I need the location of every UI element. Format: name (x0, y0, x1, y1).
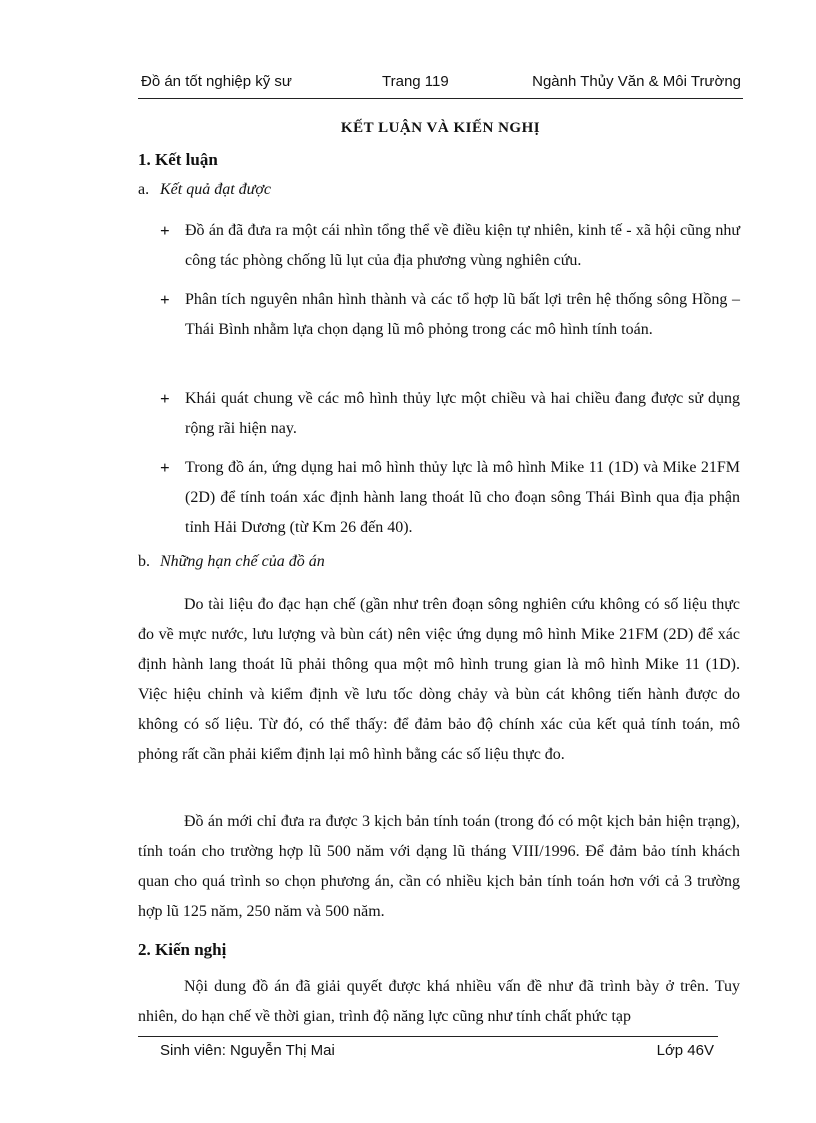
paragraph-recommendations: Nội dung đồ án đã giải quyết được khá nhiều vấn đề như đã trình bày ở trên. Tuy nhiên, do hạn chế về thời gian, trình độ năng lực cũng như tính chất phức tạp (138, 978, 740, 1025)
header-department: Ngành Thủy Văn & Môi Trường (532, 73, 741, 90)
bullet-item (160, 285, 740, 345)
section-1-heading: 1. Kết luận (138, 150, 218, 169)
bullet-item (160, 216, 740, 276)
subsection-a-title: Kết quả đạt được (160, 181, 272, 198)
section-2-heading: 2. Kiến nghị (138, 940, 227, 959)
bullet-item (160, 453, 740, 543)
subsection-a-label: a. (138, 181, 150, 198)
bullet-text: Phân tích nguyên nhân hình thành và các tổ hợp lũ bất lợi trên hệ thống sông Hồng – Thái Bình nhằm lựa chọn dạng lũ mô phỏng trong các mô hình tính toán. (185, 291, 740, 338)
subsection-b-heading (138, 553, 325, 571)
plus-bullet-icon: + (160, 290, 170, 309)
plus-bullet-icon: + (160, 458, 170, 477)
subsection-a-heading (138, 181, 271, 199)
paragraph-limitations-data: Do tài liệu đo đạc hạn chế (gần như trên đoạn sông nghiên cứu không có số liệu thực đo về mực nước, lưu lượng và bùn cát) nên việc ứng dụng mô hình Mike 21FM (2D) để xác định hành lang thoát lũ phải thông qua một mô hình trung gian là mô hình Mike 11 (1D). Việc hiệu chỉnh và kiểm định về lưu tốc dòng chảy và bùn cát không tiến hành được do không có số liệu. Từ đó, có thể thấy: để đảm bảo độ chính xác của kết quả tính toán, mô phỏng rất cần phải kiểm định lại mô hình bằng các số liệu thực đo. (138, 596, 740, 763)
header-page-number: Trang 119 (382, 73, 449, 90)
subsection-b-title: Những hạn chế của đồ án (160, 553, 325, 570)
bullet-text: Trong đồ án, ứng dụng hai mô hình thủy lực là mô hình Mike 11 (1D) và Mike 21FM (2D) để tính toán xác định hành lang thoát lũ cho đoạn sông Thái Bình qua địa phận tỉnh Hải Dương (từ Km 26 đến 40). (185, 459, 740, 536)
footer-student-name: Sinh viên: Nguyễn Thị Mai (160, 1042, 335, 1059)
paragraph-limitations-scenarios: Đồ án mới chỉ đưa ra được 3 kịch bản tính toán (trong đó có một kịch bản hiện trạng), tính toán cho trường hợp lũ 500 năm với dạng lũ tháng VIII/1996. Để đảm bảo tính khách quan cho quá trình so chọn phương án, cần có nhiều kịch bản tính toán hơn với cả 3 trường hợp lũ 125 năm, 250 năm và 500 năm. (138, 813, 740, 920)
subsection-b-label: b. (138, 553, 150, 570)
bullet-item (160, 384, 740, 444)
bullet-text: Đồ án đã đưa ra một cái nhìn tổng thể về điều kiện tự nhiên, kinh tế - xã hội cũng như công tác phòng chống lũ lụt của địa phương vùng nghiên cứu. (185, 222, 740, 269)
header-thesis-type: Đồ án tốt nghiệp kỹ sư (141, 73, 292, 90)
footer-class: Lớp 46V (656, 1042, 714, 1059)
page-footer (138, 1036, 718, 1067)
plus-bullet-icon: + (160, 389, 170, 408)
page-title: KẾT LUẬN VÀ KIẾN NGHỊ (340, 120, 541, 136)
page-header (138, 70, 743, 99)
plus-bullet-icon: + (160, 221, 170, 240)
bullet-text: Khái quát chung về các mô hình thủy lực một chiều và hai chiều đang được sử dụng rộng rãi hiện nay. (185, 390, 740, 437)
